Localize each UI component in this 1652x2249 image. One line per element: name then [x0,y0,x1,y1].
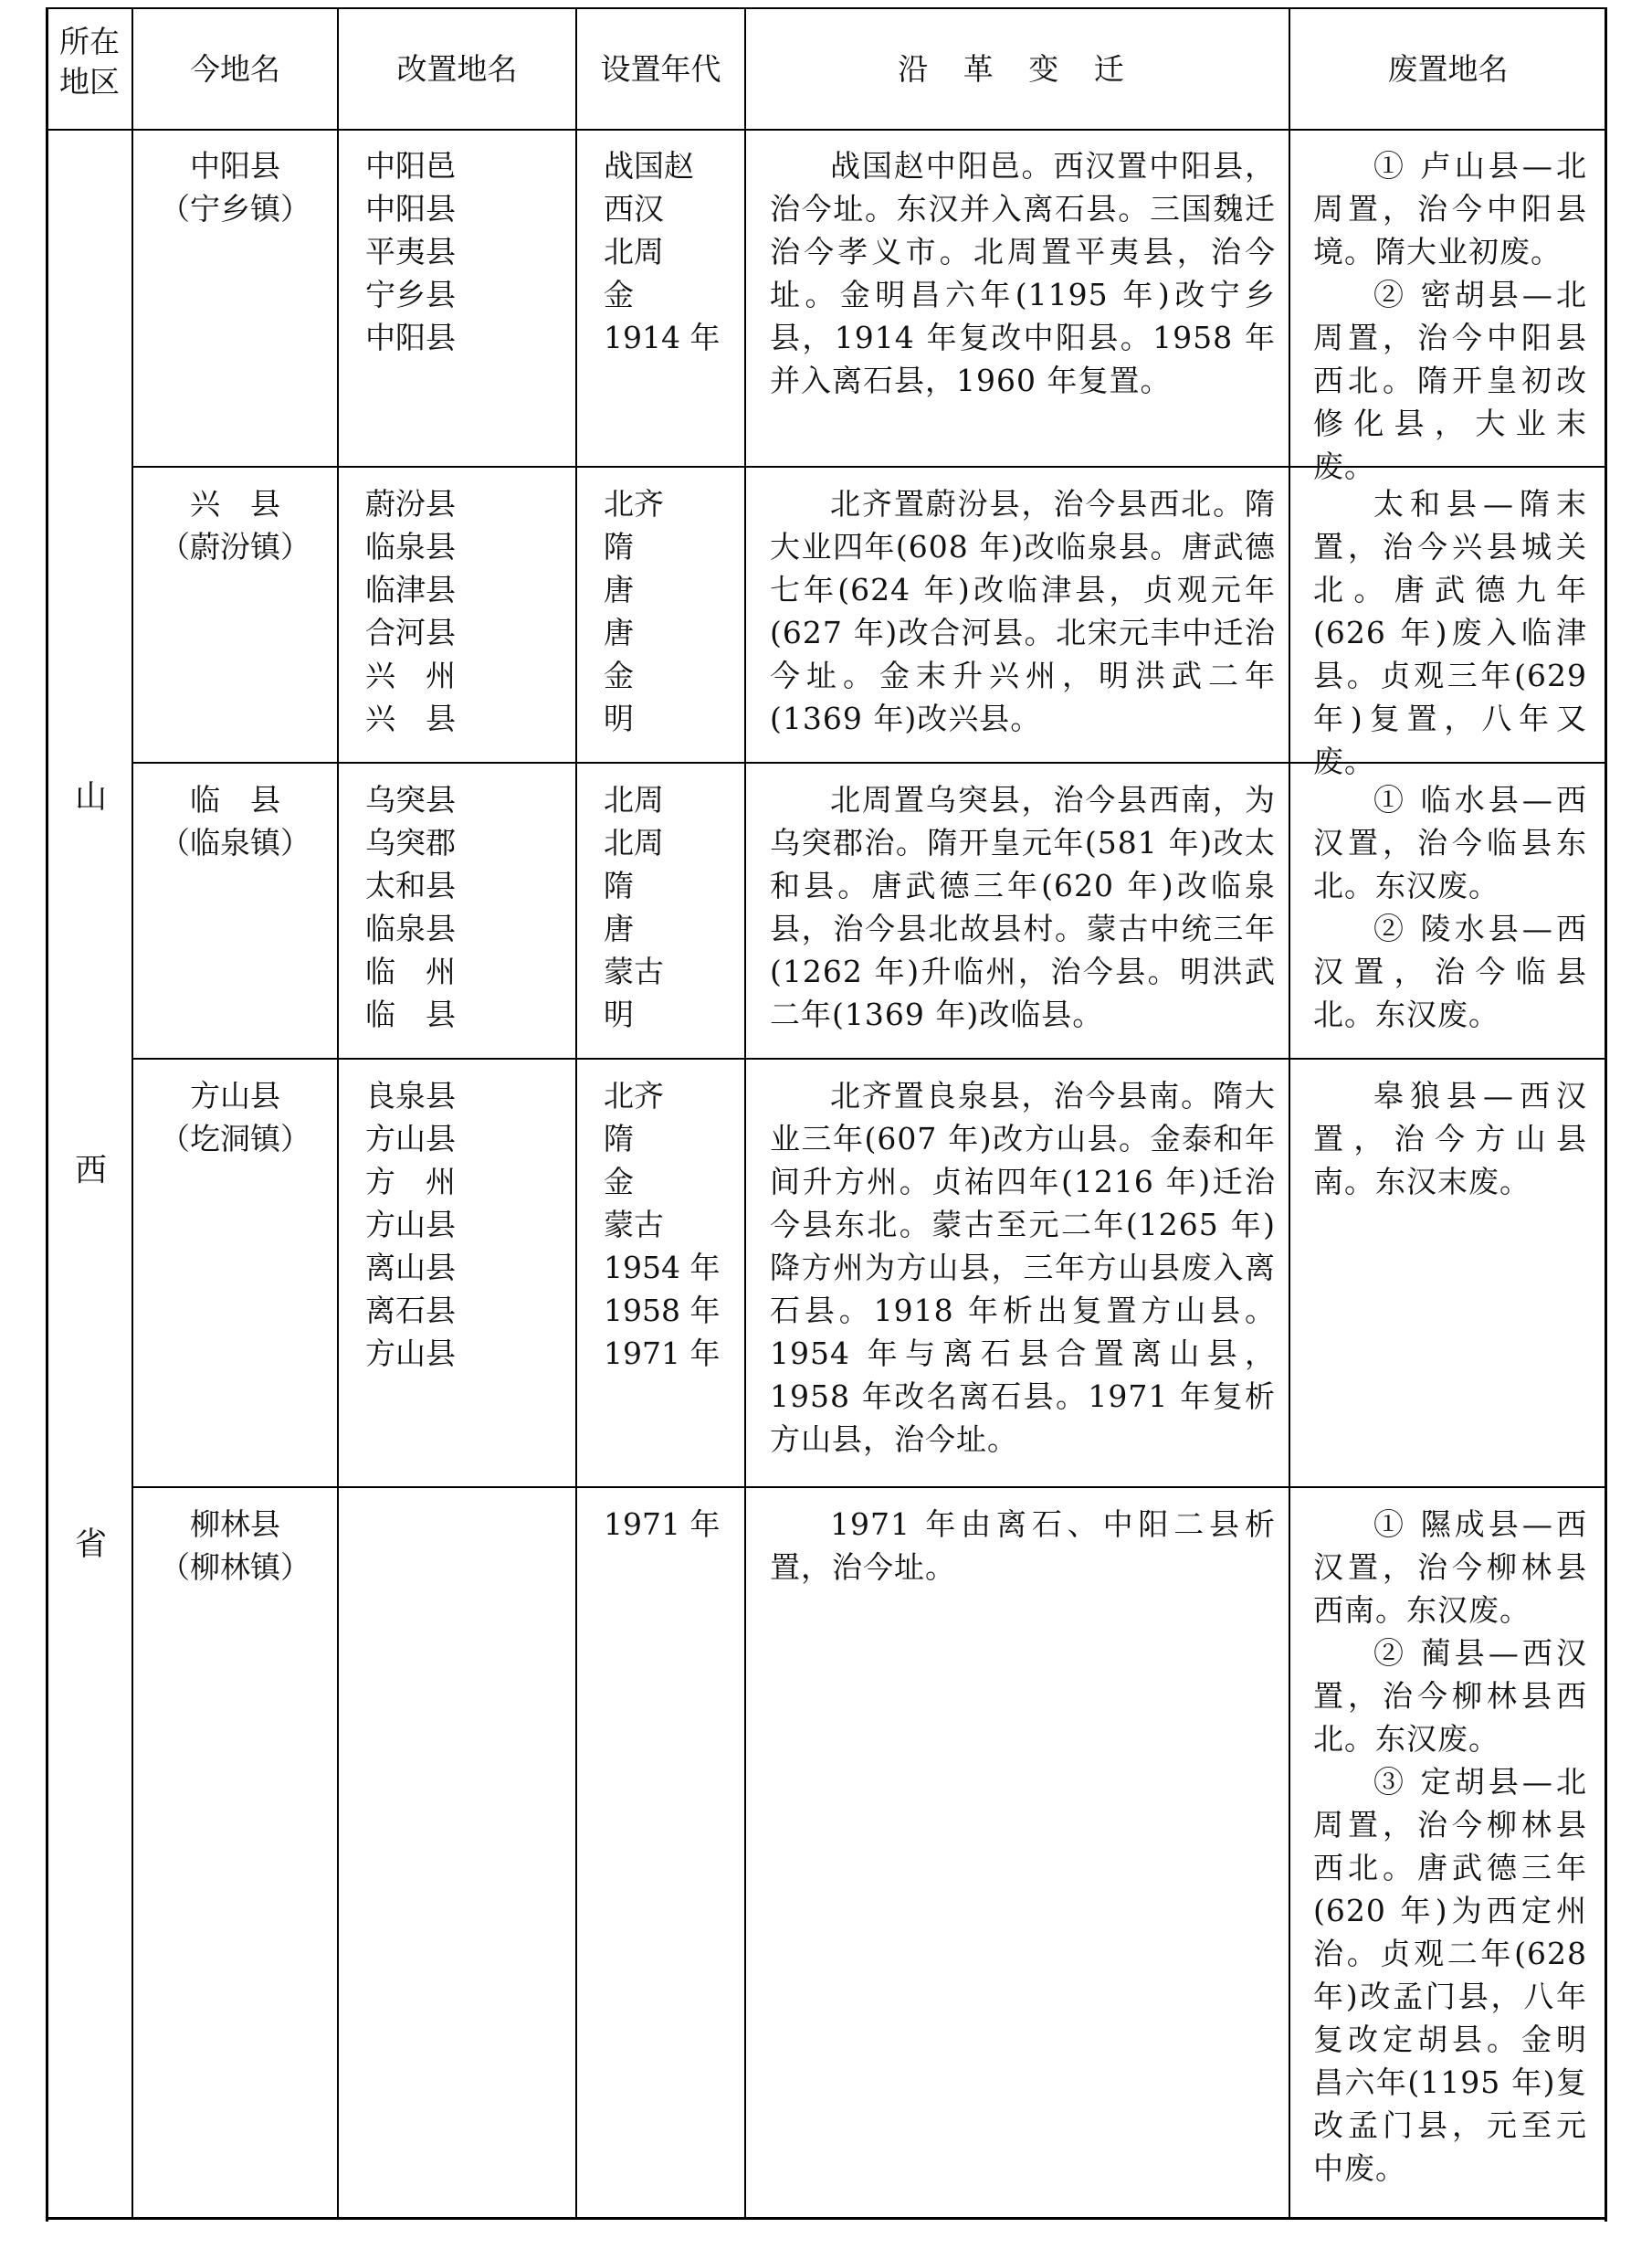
changed-name: 中阳邑 [365,148,456,184]
era: 金 [604,658,634,693]
header-era: 设置年代 [600,51,721,87]
abolished-item: ② 陵水县—西汉置，治今临县北。东汉废。 [1313,911,1587,1032]
county-name: 方山县 [190,1078,280,1114]
row-current-name [133,482,337,568]
changed-name: 临 县 [365,997,456,1032]
header-region-line1: 所在 [59,24,120,59]
county-seat: （柳林镇） [160,1549,310,1585]
row-current-name [133,144,337,230]
row-abolished [1313,778,1587,1036]
county-seat: （宁乡镇） [160,191,310,227]
abolished-item: ① 临水县—西汉置，治今临县东北。东汉废。 [1313,782,1587,903]
column-divider [1289,7,1290,2218]
changed-name: 乌突郡 [365,825,456,861]
header-region-line2: 地区 [59,64,120,100]
changed-name: 临泉县 [365,529,456,565]
changed-name: 临 州 [365,954,456,989]
row-divider [132,1486,1607,1488]
column-divider [575,7,577,2218]
row-evolution: 1971 年由离石、中阳二县析置，治今址。 [770,1506,1276,1585]
era: 北齐 [604,486,664,522]
row-changed-names [365,1074,566,1375]
changed-name: 方山县 [365,1336,456,1371]
changed-name: 方 州 [365,1164,456,1199]
era: 北周 [604,782,664,818]
changed-name: 临泉县 [365,911,456,946]
row-current-name [133,1503,337,1589]
era: 北周 [604,825,664,861]
era: 隋 [604,868,634,903]
changed-name: 中阳县 [365,191,456,227]
era: 西汉 [604,191,664,227]
row-eras [604,144,741,359]
row-evolution: 北齐置蔚汾县，治今县西北。隋大业四年(608 年)改临泉县。唐武德七年(624 年)改临津县，贞观元年(627 年)改合河县。北宋元丰中迁治今址。金末升兴州，明洪武二年(1369 年)改兴县。 [770,486,1276,736]
row-evolution: 北齐置良泉县，治今县南。隋大业三年(607 年)改方山县。金泰和年间升方州。贞祐四年(1216 年)迁治今县东北。蒙古至元二年(1265 年)降方州为方山县，三年方山县废入离石县。1918 年析出复置方山县。1954 年与离石县合置离山县，1958 年改名离石县。1971 年复析方山县，治今址。 [770,1078,1276,1457]
changed-name: 宁乡县 [365,277,456,312]
era: 1958 年 [604,1293,721,1328]
era: 1971 年 [604,1506,721,1542]
county-name: 柳林县 [190,1506,280,1542]
county-seat: （蔚汾镇） [160,529,310,565]
row-eras [604,482,741,740]
era: 北周 [604,234,664,269]
row-abolished [1313,1503,1587,2190]
county-seat: （圪洞镇） [160,1121,310,1156]
abolished-item: ① 隰成县—西汉置，治今柳林县西南。东汉废。 [1313,1506,1587,1628]
county-seat: （临泉镇） [160,825,310,861]
era: 战国赵 [604,148,694,184]
era: 隋 [604,529,634,565]
changed-name: 中阳县 [365,320,456,355]
row-current-name [133,1074,337,1160]
era: 唐 [604,911,634,946]
era: 唐 [604,572,634,607]
era: 唐 [604,615,634,650]
header-region [47,22,132,102]
row-changed-names [365,482,566,740]
era: 1914 年 [604,320,721,355]
row-abolished [1313,482,1587,783]
county-name: 临 县 [190,782,280,818]
era: 金 [604,277,634,312]
table-bottom-rule [46,2217,1607,2220]
changed-name: 临津县 [365,572,456,607]
era: 1971 年 [604,1336,721,1371]
county-name: 中阳县 [190,148,280,184]
row-eras [604,1074,741,1375]
column-divider [744,7,746,2218]
row-eras [604,778,741,1036]
region-char: 省 [75,1526,108,1563]
row-changed-names [365,778,566,1036]
abolished-item: 皋狼县—西汉置，治今方山县南。东汉末废。 [1313,1078,1587,1199]
row-changed-names [365,144,566,359]
header-abolished: 废置地名 [1387,51,1509,87]
changed-name: 兴 县 [365,701,456,736]
changed-name: 平夷县 [365,234,456,269]
era: 隋 [604,1121,634,1156]
era: 蒙古 [604,1207,664,1242]
abolished-item: ② 密胡县—北周置，治今中阳县西北。隋开皇初改修化县，大业末废。 [1313,277,1587,484]
era: 北齐 [604,1078,664,1114]
abolished-item: ① 卢山县—北周置，治今中阳县境。隋大业初废。 [1313,148,1587,269]
era: 蒙古 [604,954,664,989]
row-evolution: 北周置乌突县，治今县西南，为乌突郡治。隋开皇元年(581 年)改太和县。唐武德三年(620 年)改临泉县，治今县北故县村。蒙古中统三年(1262 年)升临州，治今县。明洪武二年(1369 年)改临县。 [770,782,1276,1032]
changed-name: 兴 州 [365,658,456,693]
header-current-name: 今地名 [190,51,280,87]
county-name: 兴 县 [190,486,280,522]
changed-name: 离石县 [365,1293,456,1328]
era: 明 [604,701,634,736]
changed-name: 良泉县 [365,1078,456,1114]
era: 1954 年 [604,1250,721,1285]
changed-name: 乌突县 [365,782,456,818]
region-char: 山 [75,779,108,816]
row-abolished [1313,1074,1587,1203]
row-current-name [133,778,337,864]
header-evolution: 沿 革 变 迁 [898,51,1137,87]
abolished-item: ② 蔺县—西汉置，治今柳林县西北。东汉废。 [1313,1635,1587,1757]
changed-name: 离山县 [365,1250,456,1285]
row-evolution: 战国赵中阳邑。西汉置中阳县，治今址。东汉并入离石县。三国魏迁治今孝义市。北周置平夷县，治今址。金明昌六年(1195 年)改宁乡县，1914 年复改中阳县。1958 年并入离石县，1960 年复置。 [770,148,1276,398]
era: 金 [604,1164,634,1199]
changed-name: 方山县 [365,1207,456,1242]
changed-name: 方山县 [365,1121,456,1156]
header-divider [46,129,1607,131]
region-char: 西 [75,1153,108,1189]
changed-name: 蔚汾县 [365,486,456,522]
abolished-item: 太和县—隋末置，治今兴县城关北。唐武德九年(626 年)废入临津县。贞观三年(629 年)复置，八年又废。 [1313,486,1587,779]
changed-name: 太和县 [365,868,456,903]
era: 明 [604,997,634,1032]
row-abolished [1313,144,1587,488]
header-changed-names: 改置地名 [396,51,518,87]
row-eras [604,1503,741,1546]
changed-name: 合河县 [365,615,456,650]
abolished-item: ③ 定胡县—北周置，治今柳林县西北。唐武德三年(620 年)为西定州治。贞观二年(628 年)改孟门县，八年复改定胡县。金明昌六年(1195 年)复改孟门县，元至元中废。 [1313,1764,1587,2186]
row-divider [132,1058,1607,1060]
column-divider [337,7,339,2218]
